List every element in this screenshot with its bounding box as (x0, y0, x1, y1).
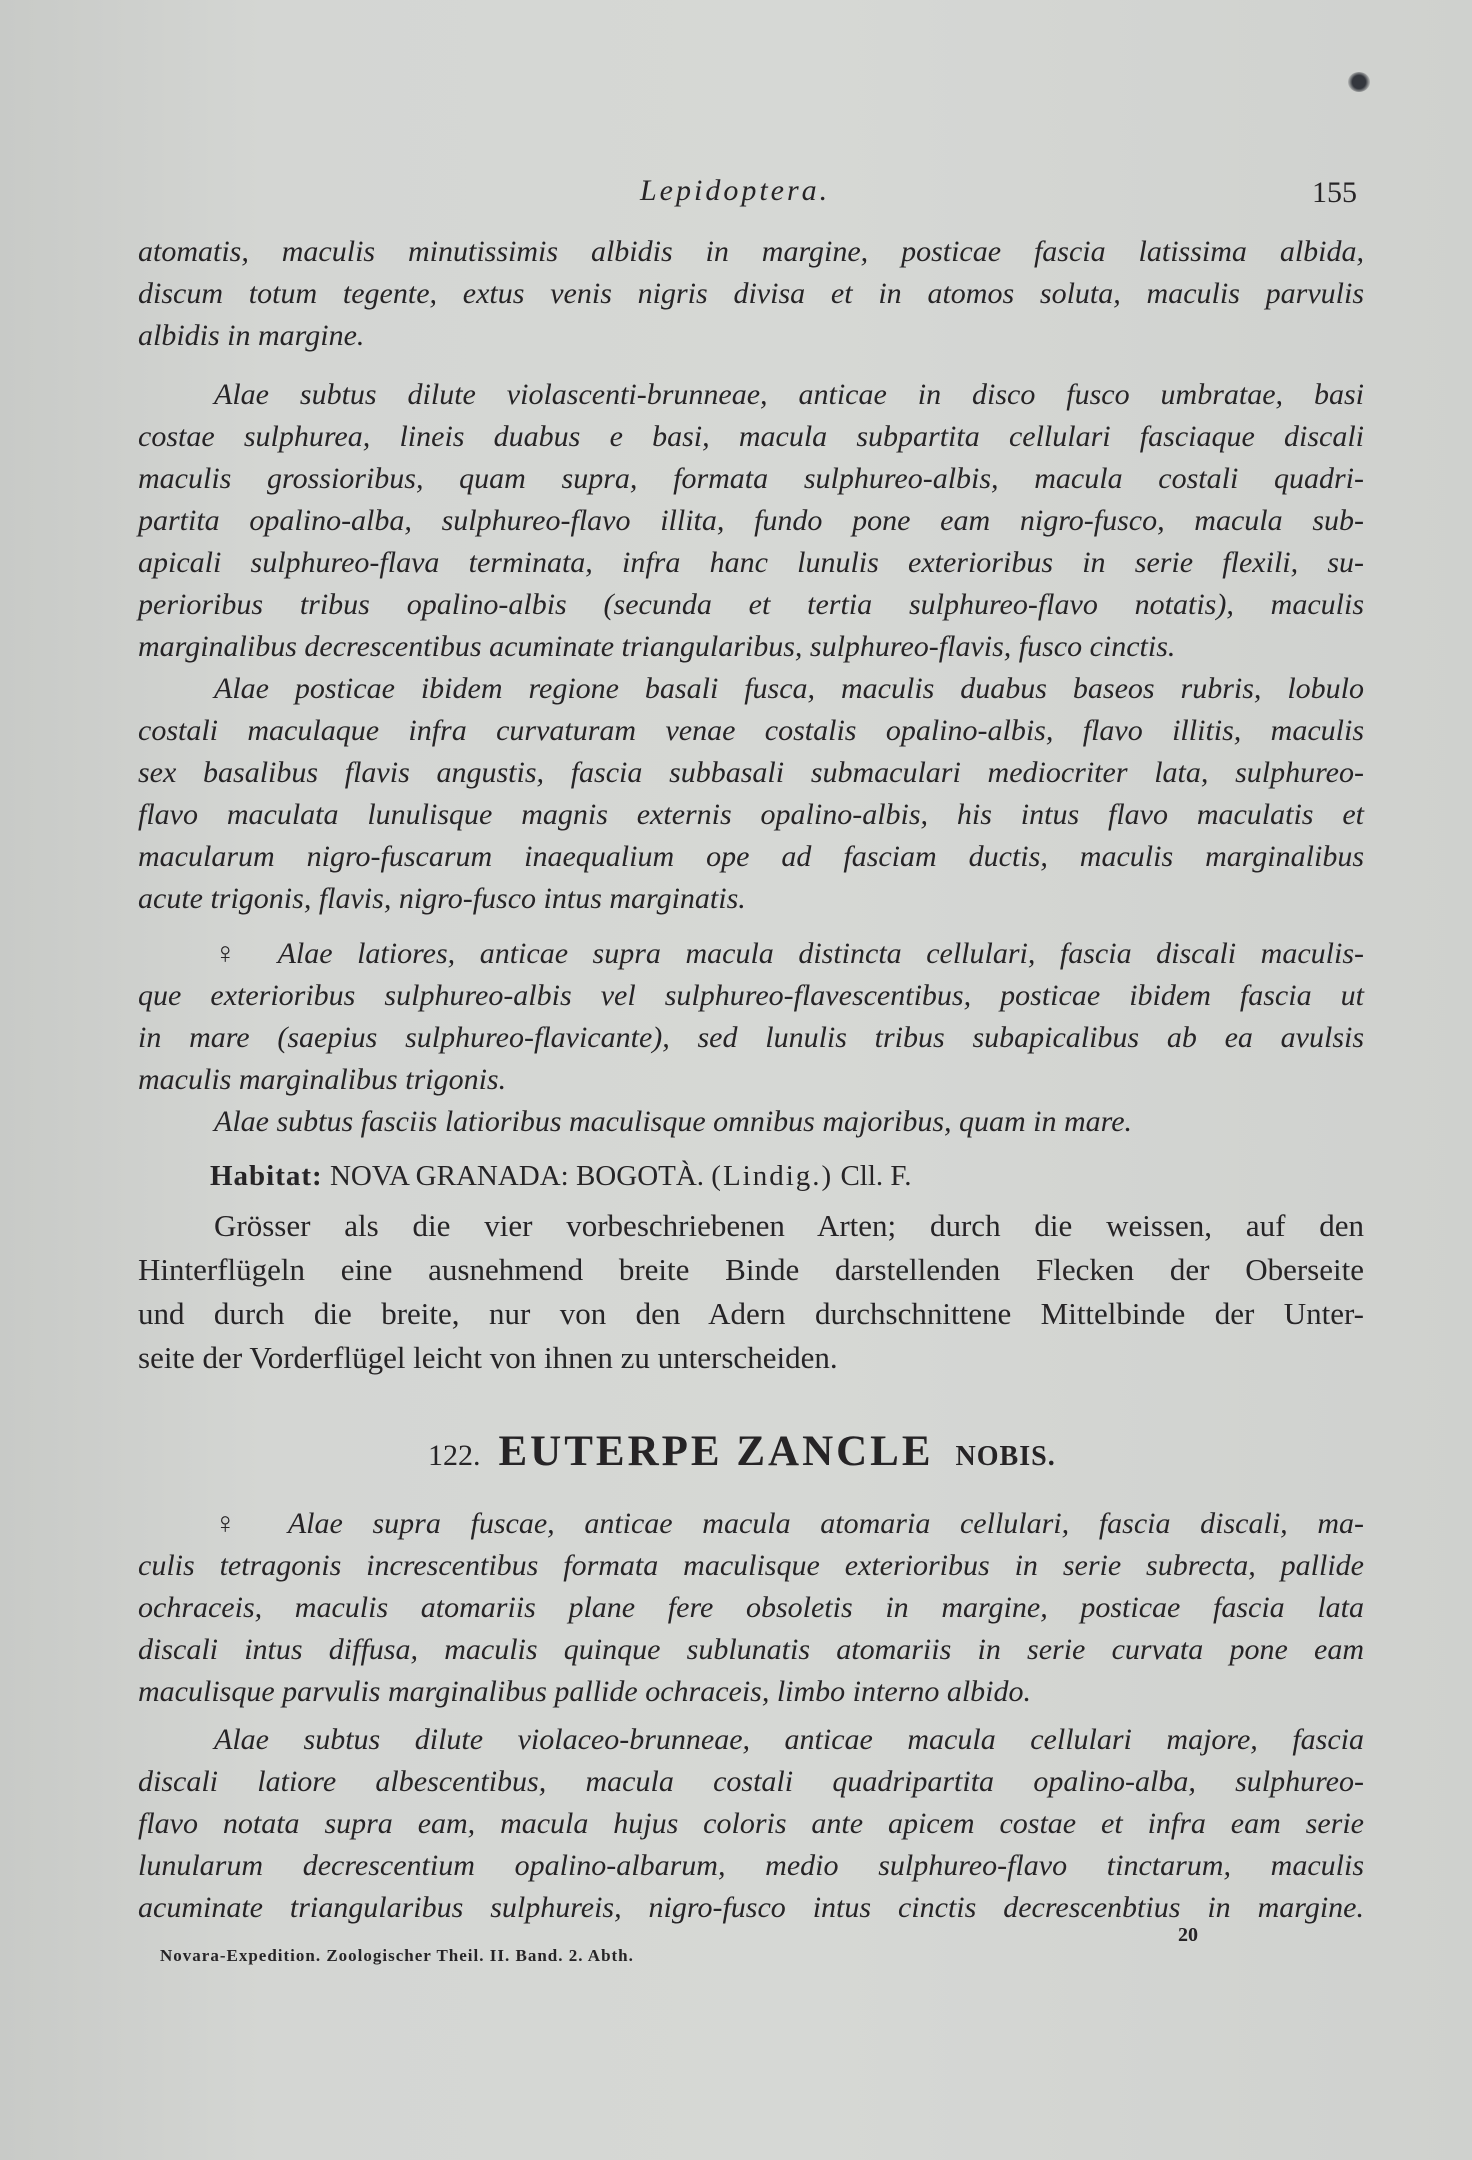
text-line: Alae subtus dilute violaceo-brunneae, anticae macula cellulari majore, fascia (214, 1723, 1364, 1756)
footer-series: Novara-Expedition. Zoologischer Theil. II. Band. 2. Abth. (160, 1946, 634, 1965)
text-line: partita opalino-alba, sulphureo-flavo illita, fundo pone eam nigro-fusco, macula sub- (138, 504, 1364, 537)
ink-spot (1348, 72, 1370, 92)
text-line: ♀ Alae supra fuscae, anticae macula atomaria cellulari, fascia discali, ma- (214, 1507, 1364, 1540)
habitat-collector: (Lindig.) (711, 1160, 834, 1192)
text-line: sex basalibus flavis angustis, fascia subbasali submaculari mediocriter lata, sulphureo- (138, 756, 1364, 789)
text-line: in mare (saepius sulphureo-flavicante), sed lunulis tribus subapicalibus ab ea avulsis (138, 1021, 1364, 1054)
text-line: discum totum tegente, extus venis nigris divisa et in atomos soluta, maculis parvulis (138, 277, 1364, 310)
species-number: 122. (428, 1439, 481, 1472)
text-line: costali maculaque infra curvaturam venae costalis opalino-albis, flavo illitis, maculis (138, 714, 1364, 747)
habitat-collection: Cll. F. (840, 1160, 912, 1192)
text-line: perioribus tribus opalino-albis (secunda et tertia sulphureo-flavo notatis), maculis (138, 588, 1364, 621)
text-line: acuminate triangularibus sulphureis, nigro-fusco intus cinctis decrescenbtius in margine. (138, 1891, 1364, 1924)
text-line: que exterioribus sulphureo-albis vel sulphureo-flavescentibus, posticae ibidem fascia ut (138, 979, 1364, 1012)
text-line: discali latiore albescentibus, macula costali quadripartita opalino-alba, sulphureo- (138, 1765, 1364, 1798)
text-line: und durch die breite, nur von den Adern durchschnittene Mittelbinde der Unter- (138, 1296, 1364, 1331)
text-line: marginalibus decrescentibus acuminate triangularibus, sulphureo-flavis, fusco cinctis. (138, 630, 1176, 663)
text-line: discali intus diffusa, maculis quinque sublunatis atomariis in serie curvata pone eam (138, 1633, 1364, 1666)
signature-mark: 20 (1178, 1924, 1198, 1946)
text-line: macularum nigro-fuscarum inaequalium ope ad fasciam ductis, maculis marginalibus (138, 840, 1364, 873)
text-line: lunularum decrescentium opalino-albarum, medio sulphureo-flavo tinctarum, maculis (138, 1849, 1364, 1882)
text-line: flavo notata supra eam, macula hujus coloris ante apicem costae et infra eam serie (138, 1807, 1364, 1840)
habitat-line (210, 1156, 1310, 1196)
text-line: apicali sulphureo-flava terminata, infra hanc lunulis exterioribus in serie flexili, su- (138, 546, 1364, 579)
species-author: NOBIS. (955, 1441, 1056, 1472)
text-line: Grösser als die vier vorbeschriebenen Arten; durch die weissen, auf den (214, 1208, 1364, 1243)
habitat-label: Habitat: (210, 1160, 323, 1192)
text-line: Alae posticae ibidem regione basali fusca, maculis duabus baseos rubris, lobulo (214, 672, 1364, 705)
text-line: atomatis, maculis minutissimis albidis in margine, posticae fascia latissima albida, (138, 235, 1364, 268)
text-line: Hinterflügeln eine ausnehmend breite Binde darstellenden Flecken der Oberseite (138, 1252, 1364, 1287)
running-head: Lepidoptera. (640, 174, 831, 207)
text-line: maculis grossioribus, quam supra, formata sulphureo-albis, macula costali quadri- (138, 462, 1364, 495)
text-line: maculis marginalibus trigonis. (138, 1063, 507, 1096)
text-line: ochraceis, maculis atomariis plane fere obsoletis in margine, posticae fascia lata (138, 1591, 1364, 1624)
text-line: costae sulphurea, lineis duabus e basi, macula subpartita cellulari fasciaque discali (138, 420, 1364, 453)
species-name: EUTERPE ZANCLE (498, 1428, 934, 1475)
habitat-location: NOVA GRANADA: BOGOTÀ. (329, 1160, 705, 1192)
text-line: acute trigonis, flavis, nigro-fusco intus marginatis. (138, 882, 746, 915)
species-heading (428, 1424, 1056, 1480)
text-line: ♀ Alae latiores, anticae supra macula distincta cellulari, fascia discali maculis- (214, 937, 1364, 970)
text-line: maculisque parvulis marginalibus pallide ochraceis, limbo interno albido. (138, 1675, 1031, 1708)
text-line: seite der Vorderflügel leicht von ihnen zu unterscheiden. (138, 1340, 838, 1375)
text-line: Alae subtus fasciis latioribus maculisque omnibus majoribus, quam in mare. (214, 1105, 1133, 1138)
page-number: 155 (1312, 176, 1357, 209)
text-line: culis tetragonis increscentibus formata maculisque exterioribus in serie subrecta, pallide (138, 1549, 1364, 1582)
text-line: Alae subtus dilute violascenti-brunneae, anticae in disco fusco umbratae, basi (214, 378, 1364, 411)
text-line: albidis in margine. (138, 319, 365, 352)
text-line: flavo maculata lunulisque magnis externis opalino-albis, his intus flavo maculatis et (138, 798, 1364, 831)
